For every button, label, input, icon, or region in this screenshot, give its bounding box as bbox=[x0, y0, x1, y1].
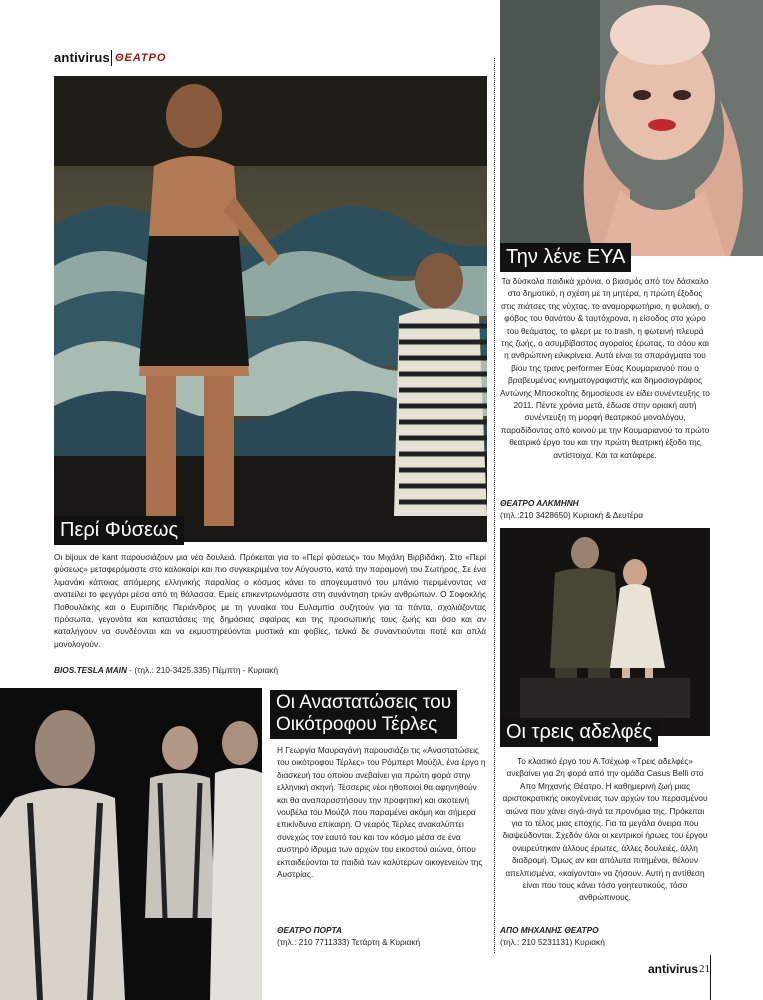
credit-terles bbox=[277, 924, 487, 949]
photo-eva bbox=[500, 0, 763, 256]
title-peri-fyseos: Περί Φύσεως bbox=[54, 516, 184, 545]
photo-peri-fyseos bbox=[54, 76, 487, 542]
photo-terles bbox=[0, 688, 262, 1000]
title-terles bbox=[270, 690, 457, 739]
body-eva: Τα δύσκολα παιδικά χρόνια, ο βιασμός από τον δάσκαλο στο δημοτικό, η σχέση με τη μητέρα, η πρώτη έξοδος στις πιάτσες της νύχτας, το αναμορφωτήριο, η φυλακή, ο φόβος του θανάτου & ταυτόχρονα, η είσοδος στο χώρο του θεάματος, το φλερτ με το trash, η φωτεινή πλευρά της ζωής, ο ασυμβίβαστος αγοραίος έρωτας, το σόου και η ανθρώπινη ειλικρίνεια. Αυτά είναι τα σπαράγματα του βίου της τρανς performer Εύας Κουμαριανού που ο βραβευμένος κινηματογραφιστής και δημοσιογράφος Αντώνης Μποσκοΐτης δημοσίευσε εν είδει συνέντευξης το 2011. Πέντε χρόνια μετά, έδωσε στην οριακή αυτή συνέντευξη τη μορφή θεατρικού μονολόγου, παραδίδοντας από κοινού με την Κουμαριανού το πρώτο θεατρικό έργο του και την πρώτη θεατρική έξοδο της αντίστοιχα. Και τα κατάφερε. bbox=[500, 276, 710, 460]
brand-logo: antivirus bbox=[54, 50, 110, 65]
credit-treis-adelfes bbox=[500, 924, 720, 949]
title-terles-line2: Οικότροφου Τέρλες bbox=[276, 714, 438, 735]
venue-treis-adelfes: ΑΠΟ ΜΗΧΑΝΗΣ ΘΕΑΤΡΟ bbox=[500, 925, 599, 935]
info-peri-fyseos: - (τηλ.: 210-3425.335) Πέμπτη - Κυριακή bbox=[126, 665, 279, 675]
body-treis-adelfes: Το κλασικό έργο του Α.Τσέχωφ «Τρεις αδελφές» ανεβαίνει για 2η φορά από την ομάδα Casus Belli στο Απο Μηχανής Θέατρο. Η καθημερινή ζωή μιας αριστοκρατικής οικογένειας των αρχών του περασμένου αιώνα που χάνει σιγά-σιγά τα προνόμια της. Πρόκειται για το τέλος μιας εποχής. Για τα μεγάλα όνειρα που διαψεύδονται. Σχεδόν όλοι οι κεντρικοί ήρωες του έργου ονειρεύτηκαν άλλους έρωτες, άλλες δουλειές, άλλη διαδρομή. Όμως αν και απόλυτα πιτημένοι, θέλουν απελπισμένα, «καίγονται» να ζήσουν. Αυτή η αντίθεση είναι που τους κάνει τόσο γοητευτικούς, τόσο ανθρώπινους. bbox=[502, 756, 708, 903]
credit-peri-fyseos bbox=[54, 664, 486, 676]
venue-terles: ΘΕΑΤΡΟ ΠΟΡΤΑ bbox=[277, 925, 342, 935]
venue-peri-fyseos: BIOS.TESLA MAIN bbox=[54, 665, 127, 675]
column-divider bbox=[494, 58, 495, 953]
info-eva: (τηλ.:210 3428650) Κυριακή & Δευτέρα bbox=[500, 510, 644, 521]
footer-divider bbox=[710, 955, 711, 1000]
photo-treis-adelfes bbox=[500, 528, 710, 736]
credit-eva bbox=[500, 497, 720, 522]
venue-eva: ΘΕΑΤΡΟ ΑΛΚΜΗΝΗ bbox=[500, 498, 579, 508]
title-eva: Την λένε ΕΥΑ bbox=[500, 243, 631, 272]
header-divider bbox=[111, 50, 112, 66]
info-terles: (τηλ.: 210 7711333) Τετάρτη & Κυριακή bbox=[277, 937, 421, 948]
body-peri-fyseos: Οι bijoux de kant παρουσιάζουν μια νέα δουλειά. Πρόκειται για το «Περί φύσεως» του Μιχάλη Βιρβιδάκη. Στο «Περί φύσεως» μεταφερόμαστε στο καλοκαίρι και πιο συγκεκριμένα τον Αύγουστο, κατά την παραμονή του Σωτήρος. Σε ένα λιμανάκι κάποιας απόμερης ελληνικής παραλίας ο κόσμος κάνει το απογευματινό του μπάνιο περιμένοντας να ανατείλει το φεγγάρι μέσα από τη θάλασσα. Εμείς επικεντρωνόμαστε στη συνάντηση τριών ανθρώπων. Ο Σοφοκλής Ποθουλάκης και ο Ευριπίδης Περιάνδρος με τη γυναίκα του Ευλαμπία συζητούν για τα πάντα, σχολιάζοντας πρόσωπα, γεγονότα και καταστάσεις της δημόσιας σφαίρας και της προσωπικής τους ζωής και όσο και αν καταλήγουν να συνδέονται και να εκμυστηρεύονται μυστικά και φοβίες, τελικά δε συναντιούνται ποτέ και απλά μονολογούν. bbox=[54, 552, 486, 649]
section-label: ΘΕΑΤΡΟ bbox=[115, 52, 167, 64]
footer-brand: antivirus bbox=[648, 962, 699, 976]
page-number: 21 bbox=[699, 963, 710, 975]
title-terles-line1: Οι Αναστατώσεις του bbox=[276, 692, 452, 713]
title-treis-adelfes: Οι τρεις αδελφές bbox=[500, 718, 658, 747]
info-treis-adelfes: (τηλ.: 210 5231131) Κυριακή bbox=[500, 937, 605, 948]
body-terles: Η Γεωργία Μαυραγάνη παρουσιάζει τις «Αναστατώσεις του οικότροφου Τέρλες» του Ρόμπερτ Μούζιλ, ένα έργο η διασκευή του οποίου ανεβαίνει για πρώτη φορά στην ελληνική σκηνή. Τέσσερις νέοι ηθοποιοί θα αφηνηθούν και θα αναπαραστήσουν την προφητική και σκοτεινή νουβέλα του Μούζιλ που παραμένει ακόμη και σήμερα επικίνδυνα επίκαιρη. Ο νεαρός Τέρλες ανακαλύπτει συνεχώς τον εαυτό του και τον κόσμο μέσα σε ένα αυστηρό ίδρυμα των αρχών του εικοστού αιώνα, όπου εκπαιδεύονται τα παιδιά των καλύτερων οικογενειών της Αυστρίας. bbox=[277, 745, 486, 880]
